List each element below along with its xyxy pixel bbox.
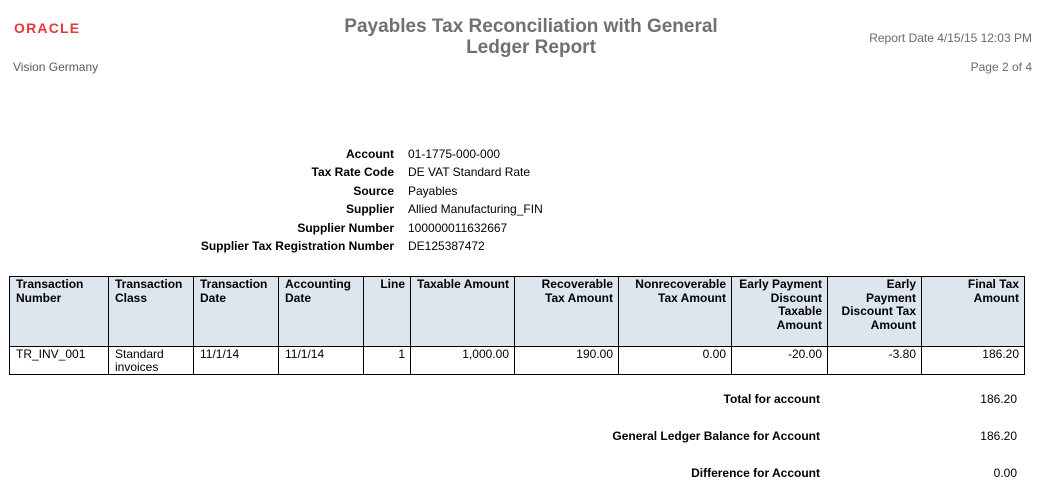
detail-value: Allied Manufacturing_FIN xyxy=(408,202,543,217)
report-title: Payables Tax Reconciliation with General Ledger Report xyxy=(344,16,718,58)
column-header-early-payment-discount-tax-amount: Early Payment Discount Tax Amount xyxy=(828,277,922,347)
total-for-account-value: 186.20 xyxy=(980,392,1017,406)
organization-name: Vision Germany xyxy=(13,60,99,74)
detail-value: DE125387472 xyxy=(408,239,485,254)
column-header-early-payment-discount-taxable-amount: Early Payment Discount Taxable Amount xyxy=(732,277,828,347)
detail-row-source xyxy=(150,182,543,200)
cell-line: 1 xyxy=(364,347,411,375)
detail-label: Tax Rate Code xyxy=(311,165,394,180)
column-header-line: Line xyxy=(364,277,411,347)
cell-early-payment-discount-taxable-amount: -20.00 xyxy=(732,347,828,375)
detail-row-supplier-number xyxy=(150,219,543,237)
cell-transaction-class: Standard invoices xyxy=(109,347,194,375)
account-details xyxy=(150,145,543,255)
cell-early-payment-discount-tax-amount: -3.80 xyxy=(828,347,922,375)
column-header-nonrecoverable-tax-amount: Nonrecoverable Tax Amount xyxy=(619,277,732,347)
cell-final-tax-amount: 186.20 xyxy=(922,347,1025,375)
total-for-account-label: Total for account xyxy=(723,392,820,406)
cell-recoverable-tax-amount: 190.00 xyxy=(515,347,619,375)
difference-value: 0.00 xyxy=(993,466,1017,480)
cell-accounting-date: 11/1/14 xyxy=(279,347,364,375)
detail-label: Supplier xyxy=(345,202,394,217)
detail-value: DE VAT Standard Rate xyxy=(408,165,531,180)
column-header-transaction-date: Transaction Date xyxy=(194,277,279,347)
column-header-transaction-class: Transaction Class xyxy=(109,277,194,347)
column-header-transaction-number: Transaction Number xyxy=(10,277,109,347)
transactions-table xyxy=(9,276,1025,375)
detail-row-tax-rate-code xyxy=(150,163,543,181)
oracle-logo: ORACLE xyxy=(14,20,81,36)
difference-label: Difference for Account xyxy=(691,466,820,480)
detail-value: 01-1775-000-000 xyxy=(408,147,501,161)
column-header-final-tax-amount: Final Tax Amount xyxy=(922,277,1025,347)
cell-transaction-number: TR_INV_001 xyxy=(10,347,109,375)
column-header-taxable-amount: Taxable Amount xyxy=(411,277,515,347)
detail-value: Payables xyxy=(408,183,458,198)
cell-taxable-amount: 1,000.00 xyxy=(411,347,515,375)
detail-label: Account xyxy=(346,147,394,161)
table-row xyxy=(10,347,1025,375)
detail-value: 100000011632667 xyxy=(408,220,508,235)
detail-row-account xyxy=(150,145,543,163)
page-number: Page 2 of 4 xyxy=(970,60,1032,74)
detail-label: Supplier Number xyxy=(297,220,394,235)
detail-label: Source xyxy=(353,183,394,198)
cell-transaction-date: 11/1/14 xyxy=(194,347,279,375)
gl-balance-label: General Ledger Balance for Account xyxy=(612,429,820,443)
report-date: Report Date 4/15/15 12:03 PM xyxy=(869,31,1032,45)
detail-row-supplier-tax-registration xyxy=(150,237,543,255)
column-header-accounting-date: Accounting Date xyxy=(279,277,364,347)
detail-row-supplier xyxy=(150,200,543,218)
cell-nonrecoverable-tax-amount: 0.00 xyxy=(619,347,732,375)
table-header-row xyxy=(10,277,1025,347)
gl-balance-value: 186.20 xyxy=(980,429,1017,443)
detail-label: Supplier Tax Registration Number xyxy=(200,239,394,254)
column-header-recoverable-tax-amount: Recoverable Tax Amount xyxy=(515,277,619,347)
